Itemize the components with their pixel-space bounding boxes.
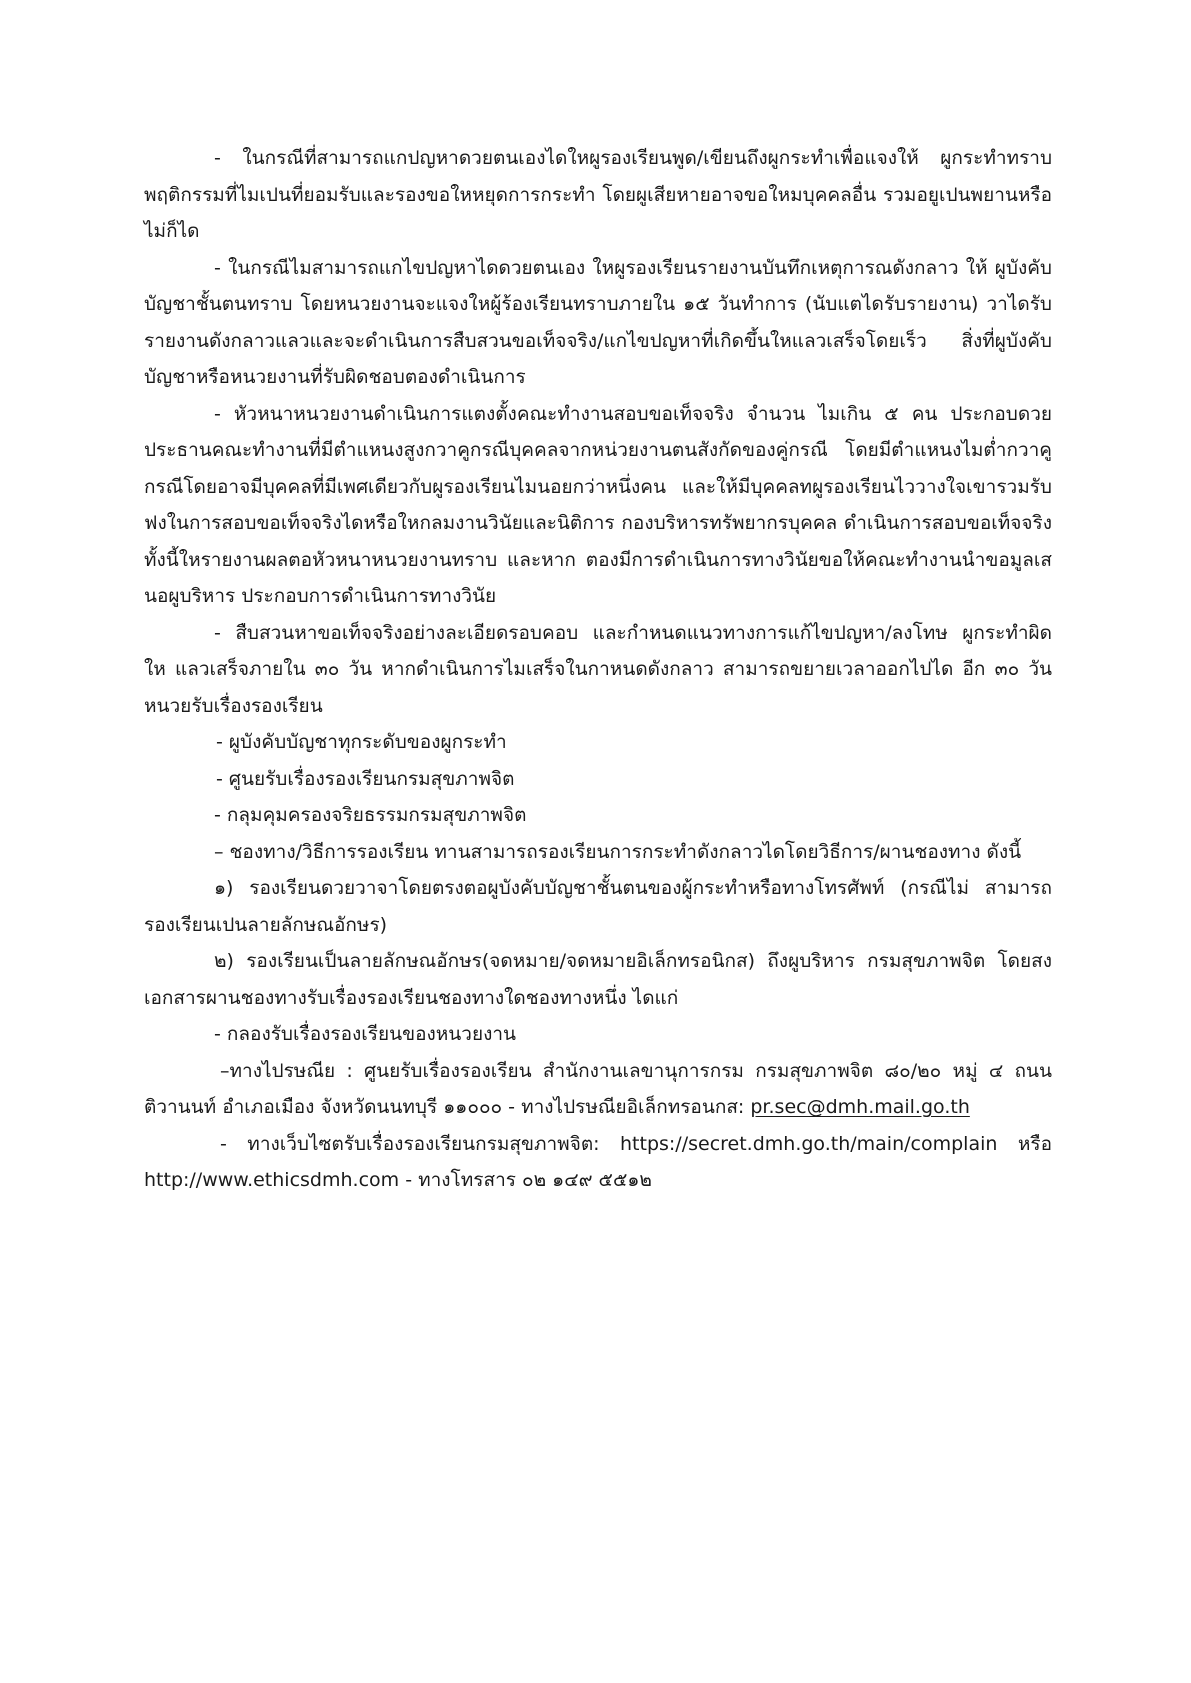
paragraph-web-fax-channel: - ทางเว็บไซตรับเรื่องรองเรียนกรมสุขภาพจิต: https://secret.dmh.go.th/main/complain หรือ http://www.ethicsdmh.com - ทางโทรสาร ๐๒ ๑๔๙ ๕๕๑๒	[144, 1132, 1052, 1191]
paragraph-written-complaint: ๒) รองเรียนเป็นลายลักษณอักษร(จดหมาย/จดหมายอิเล็กทรอนิกส) ถึงผูบริหาร กรมสุขภาพจิต โดยสงเอกสารผานชองทางรับเรื่องรองเรียนชองทางใดชองทางหนึ่ง ไดแก่	[144, 950, 1052, 1009]
list-item-complaint-box: - กลองรับเรื่องรองเรียนของหนวยงาน	[214, 1023, 517, 1045]
paragraph-self-resolve: - ในกรณีที่สามารถแกปญหาดวยตนเองไดใหผูรองเรียนพูด/เขียนถึงผูกระทำเพื่อแจงให้ ผูกระทำทราบพฤติกรรมที่ไมเปนที่ยอมรับและรองขอใหหยุดการกระทำ โดยผูเสียหายอาจขอใหมบุคคลอื่น รวมอยูเปนพยานหรือไม่ก็ได	[144, 147, 1052, 242]
paragraph-verbal-complaint: ๑) รองเรียนดวยวาจาโดยตรงตอผูบังคับบัญชาชั้นตนของผู้กระทำหรือทางโทรศัพท์ (กรณีไม่ สามารถรองเรียนเปนลายลักษณอักษร)	[144, 877, 1052, 936]
paragraph-postal-channel	[144, 1053, 1052, 1126]
postal-address-text: –ทางไปรษณีย : ศูนยรับเรื่องรองเรียน สำนักงานเลขานุการกรม กรมสุขภาพจิต ๘๐/๒๐ หมู่ ๔ ถนนติวานนท์ อำเภอเมือง จังหวัดนนทบุรี ๑๑๐๐๐ - ทางไปรษณียอิเล็กทรอนกส:	[144, 1059, 1052, 1118]
email-link[interactable]: pr.sec@dmh.mail.go.th	[750, 1096, 970, 1118]
document-body	[144, 140, 1052, 1199]
list-item-supervisors: - ผูบังคับบัญชาทุกระดับของผูกระทำ	[216, 731, 507, 753]
paragraph-report-supervisor: - ในกรณีไมสามารถแกไขปญหาไดดวยตนเอง ใหผูรองเรียนรายงานบันทึกเหตุการณดังกลาว ให้ ผูบังคับบัญชาชั้นตนทราบ โดยหนวยงานจะแจงใหผู้ร้องเรียนทราบภายใน ๑๕ วันทำการ (นับแตไดรับรายงาน) วาไดรับรายงานดังกลาวแลวและจะดำเนินการสืบสวนขอเท็จจริง/แกไขปญหาที่เกิดขึ้นใหแลวเสร็จโดยเร็ว สิ่งที่ผูบังคับบัญชาหรือหนวยงานที่รับผิดชอบตองดำเนินการ	[144, 256, 1052, 388]
paragraph-fact-finding-committee: - หัวหนาหนวยงานดำเนินการแตงตั้งคณะทำงานสอบขอเท็จจริง จำนวน ไมเกิน ๕ คน ประกอบดวย ประธานคณะทำงานที่มีตำแหนงสูงกวาคูกรณีบุคคลจากหน่วยงานตนสังกัดของคู่กรณี โดยมีตำแหนงไมต่ำกวาคูกรณีโดยอาจมีบุคคลที่มีเพศเดียวกับผูรองเรียนไมนอยกว่าหนึ่งคน และให้มีบุคคลทผูรองเรียนไววางใจเขารวมรับฟงในการสอบขอเท็จจริงไดหรือใหกลมงานวินัยและนิติการ กองบริหารทรัพยากรบุคคล ดำเนินการสอบขอเท็จจริง ทั้งนี้ใหรายงานผลตอหัวหนาหนวยงานทราบ และหาก ตองมีการดำเนินการทางวินัยขอให้คณะทำงานนำขอมูลเสนอผูบริหาร ประกอบการดำเนินการทางวินัย	[144, 402, 1052, 607]
paragraph-investigation-timeline: - สืบสวนหาขอเท็จจริงอย่างละเอียดรอบคอบ และกำหนดแนวทางการแก้ไขปญหา/ลงโทษ ผูกระทำผิด ให แลวเสร็จภายใน ๓๐ วัน หากดำเนินการไมเสร็จในกาหนดดังกลาว สามารถขยายเวลาออกไปได อีก ๓๐ วัน หนวยรับเรื่องรองเรียน	[144, 621, 1052, 717]
paragraph-complaint-channels: – ชองทาง/วิธีการรองเรียน ทานสามารถรองเรียนการกระทำดังกลาวไดโดยวิธีการ/ผานชองทาง ดังนี้	[214, 840, 1022, 863]
list-item-complaint-center: - ศูนยรับเรื่องรองเรียนกรมสุขภาพจิต	[216, 767, 515, 790]
list-item-ethics-group: - กลุมคุมครองจริยธรรมกรมสุขภาพจิต	[214, 804, 527, 826]
